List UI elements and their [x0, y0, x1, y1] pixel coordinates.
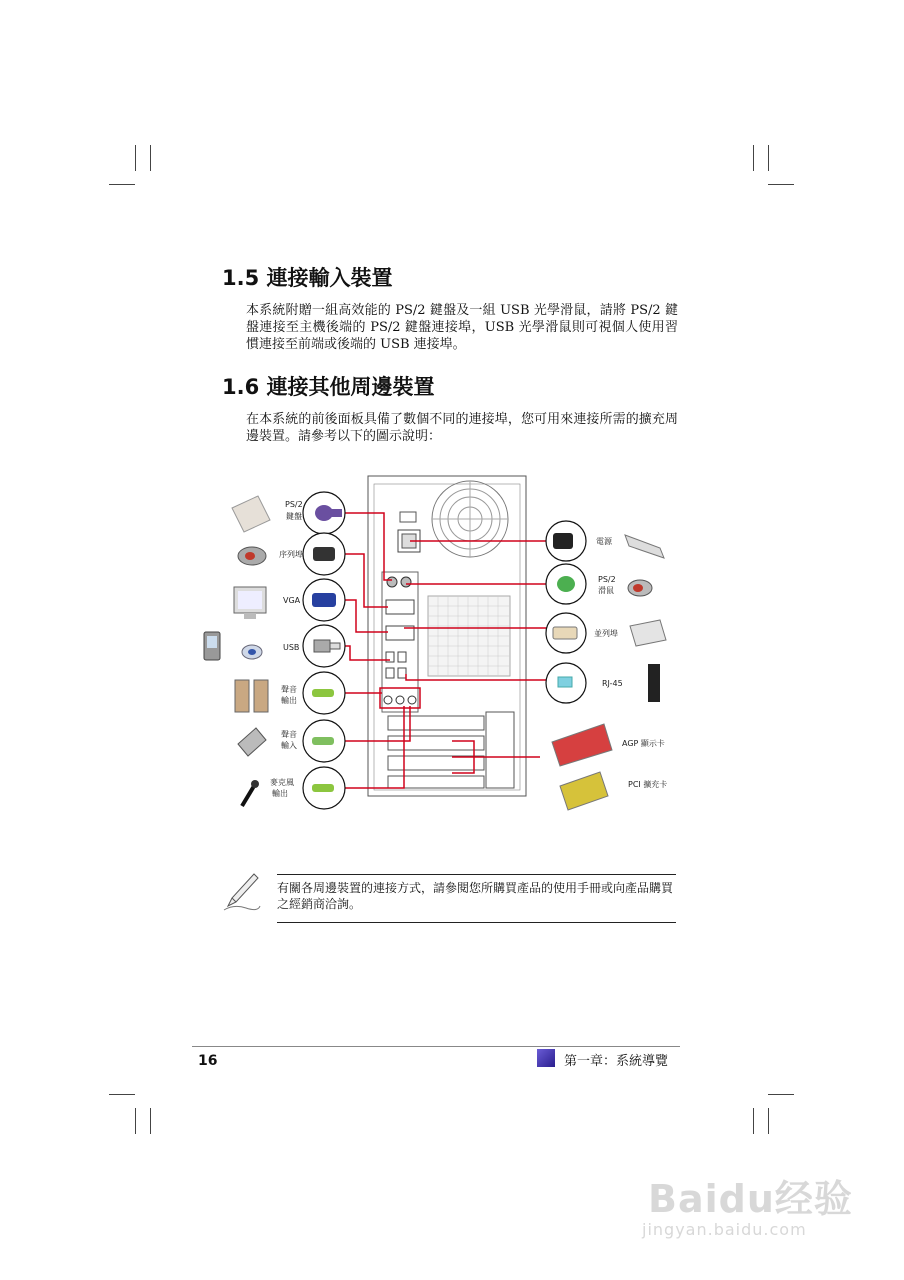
pci-card-illustration [560, 772, 608, 810]
monitor-illustration [234, 587, 266, 619]
label-mic-2: 輸出 [272, 789, 288, 798]
section-body-1-5: 本系統附贈一組高效能的 PS/2 鍵盤及一組 USB 光學滑鼠，請將 PS/2 鍵盤連接至主機後端的 PS/2 鍵盤連接埠，USB 光學滑鼠則可視個人使用習慣連接至前端或後端的 USB 連接埠。 [246, 303, 678, 352]
audio-in-port-icon [303, 720, 345, 762]
label-power: 電源 [596, 537, 612, 546]
label-agp: AGP 顯示卡 [622, 739, 665, 748]
chapter-marker-icon [537, 1049, 555, 1067]
ps2-mouse-port-icon [546, 564, 586, 604]
label-serial: 序列埠 [279, 550, 303, 559]
vga-port-icon [303, 579, 345, 621]
rj45-port-icon [546, 663, 586, 703]
computer-case [368, 476, 526, 796]
ps2-keyboard-port-icon [303, 492, 345, 534]
label-parallel: 並列埠 [594, 629, 618, 638]
pen-note-icon [222, 870, 262, 914]
agp-card-illustration [552, 724, 612, 766]
label-ps2-mouse-2: 滑鼠 [598, 586, 614, 595]
label-vga: VGA [283, 596, 301, 605]
mouse-illustration [238, 547, 266, 565]
label-audio-out-1: 聲音 [281, 685, 297, 694]
mic-port-icon [303, 767, 345, 809]
footer-rule [192, 1046, 680, 1047]
usb-mouse-illustration [242, 645, 262, 659]
section-body-1-6: 在本系統的前後面板具備了數個不同的連接埠，您可用來連接所需的擴充周邊裝置。請參考以下的圖示說明： [246, 412, 678, 444]
audio-player-illustration [238, 728, 266, 756]
power-strip-illustration [625, 535, 664, 558]
label-mic-1: 麥克風 [270, 778, 294, 787]
label-ps2-mouse-1: PS/2 [598, 575, 616, 584]
note-text: 有關各周邊裝置的連接方式，請參閱您所購買產品的使用手冊或向產品購買之經銷商洽詢。 [277, 881, 674, 911]
watermark-brand: Baidu经验 [648, 1177, 853, 1221]
note-top-rule [277, 874, 676, 875]
chapter-title: 第一章：系統導覽 [564, 1054, 669, 1069]
speaker-illustration [235, 680, 268, 712]
audio-out-port-icon [303, 672, 345, 714]
printer-illustration [630, 620, 666, 646]
label-audio-in-1: 聲音 [281, 730, 297, 739]
page-number: 16 [198, 1053, 218, 1069]
power-port-icon [546, 521, 586, 561]
usb-port-icon [303, 625, 345, 667]
section-title-1-6: 1.6 連接其他周邊裝置 [222, 375, 435, 399]
note-bottom-rule [277, 922, 676, 923]
keyboard-illustration [232, 496, 270, 532]
parallel-port-icon [546, 613, 586, 653]
ps2-mouse-illustration [628, 580, 652, 596]
label-audio-out-2: 輸出 [281, 696, 297, 705]
label-usb: USB [283, 643, 300, 652]
label-audio-in-2: 輸入 [281, 741, 297, 750]
section-title-1-5: 1.5 連接輸入裝置 [222, 266, 393, 290]
modem-illustration [648, 664, 660, 702]
label-ps2-keyboard-2: 鍵盤 [286, 512, 302, 521]
microphone-illustration [242, 780, 259, 806]
label-ps2-keyboard-1: PS/2 [285, 500, 303, 509]
serial-port-icon [303, 533, 345, 575]
pda-illustration [204, 632, 220, 660]
label-rj45: RJ-45 [602, 679, 623, 688]
watermark-url: jingyan.baidu.com [642, 1220, 807, 1239]
label-pci: PCI 擴充卡 [628, 780, 668, 789]
